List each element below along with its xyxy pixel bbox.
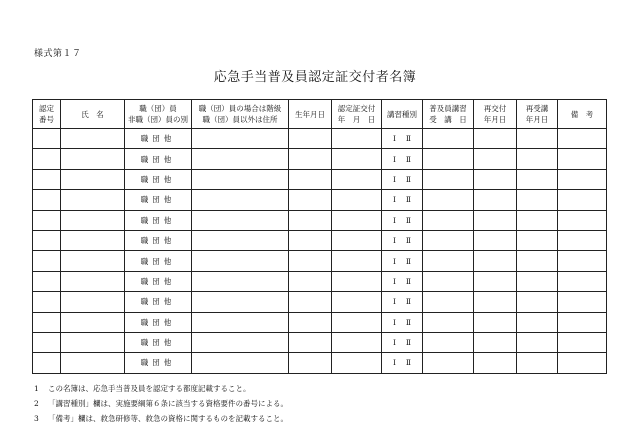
cell-birth-date[interactable]: [289, 129, 332, 149]
course-class-option: Ⅰ: [392, 256, 396, 266]
role-option: 団: [152, 236, 160, 246]
cell-course-date[interactable]: [423, 332, 474, 352]
cell-remarks[interactable]: [558, 353, 607, 373]
footnote-2: 2 「講習種別」欄は、実施要綱第６条に該当する資格要件の番号による。: [34, 399, 288, 408]
course-class-option: Ⅰ: [392, 195, 396, 205]
cell-course-type[interactable]: [382, 230, 423, 250]
course-class-option: Ⅰ: [392, 276, 396, 286]
cell-cert-number[interactable]: [33, 169, 61, 189]
cell-retake-date[interactable]: [517, 353, 558, 373]
course-class-option: Ⅱ: [405, 358, 412, 368]
cell-cert-number[interactable]: [33, 251, 61, 271]
cell-issue-date[interactable]: [332, 129, 382, 149]
course-class-option: Ⅱ: [405, 154, 412, 164]
cell-remarks[interactable]: [558, 230, 607, 250]
cell-rank-address[interactable]: [192, 129, 289, 149]
cell-course-date[interactable]: [423, 251, 474, 271]
role-option: 他: [163, 276, 172, 286]
cell-retake-date[interactable]: [517, 292, 558, 312]
cell-reissue-date[interactable]: [474, 251, 517, 271]
role-option: 職: [140, 134, 149, 144]
role-option: 職: [140, 195, 149, 205]
course-class-option: Ⅰ: [392, 174, 396, 184]
cell-retake-date[interactable]: [517, 230, 558, 250]
cell-issue-date[interactable]: [332, 271, 382, 291]
cell-course-date[interactable]: [423, 149, 474, 169]
cell-name[interactable]: [61, 230, 125, 250]
course-class-option: Ⅱ: [405, 236, 412, 246]
cell-member-type[interactable]: [125, 332, 192, 352]
cell-rank-address[interactable]: [192, 312, 289, 332]
cell-birth-date[interactable]: [289, 292, 332, 312]
role-option: 団: [152, 317, 160, 327]
role-option: 職: [140, 276, 149, 286]
course-class-option: Ⅱ: [405, 215, 412, 225]
cell-cert-number[interactable]: [33, 271, 61, 291]
cell-rank-address[interactable]: [192, 332, 289, 352]
cell-reissue-date[interactable]: [474, 312, 517, 332]
role-option: 職: [140, 154, 149, 164]
role-option: 職: [140, 256, 149, 266]
cell-member-type[interactable]: [125, 292, 192, 312]
cell-retake-date[interactable]: [517, 332, 558, 352]
cell-name[interactable]: [61, 129, 125, 149]
role-option: 他: [163, 358, 172, 368]
cell-name[interactable]: [61, 271, 125, 291]
cell-course-date[interactable]: [423, 230, 474, 250]
header-issue-date: 認定証交付 年 月 日: [332, 100, 382, 129]
cell-cert-number[interactable]: [33, 210, 61, 230]
table-row: [33, 169, 607, 189]
cell-reissue-date[interactable]: [474, 169, 517, 189]
cell-name[interactable]: [61, 312, 125, 332]
role-option: 団: [152, 338, 160, 348]
cell-retake-date[interactable]: [517, 210, 558, 230]
cell-issue-date[interactable]: [332, 251, 382, 271]
cell-course-date[interactable]: [423, 169, 474, 189]
header-retake-date: 再受講 年月日: [517, 100, 558, 129]
course-class-option: Ⅰ: [392, 297, 396, 307]
cell-member-type[interactable]: [125, 149, 192, 169]
role-option: 職: [140, 358, 149, 368]
cell-birth-date[interactable]: [289, 230, 332, 250]
cell-name[interactable]: [61, 169, 125, 189]
table-row: [33, 251, 607, 271]
course-class-option: Ⅰ: [392, 236, 396, 246]
role-option: 他: [163, 256, 172, 266]
cell-member-type[interactable]: [125, 230, 192, 250]
cell-rank-address[interactable]: [192, 190, 289, 210]
cell-course-type[interactable]: [382, 332, 423, 352]
cell-course-type[interactable]: [382, 210, 423, 230]
cell-course-date[interactable]: [423, 312, 474, 332]
header-birth-date: 生年月日: [289, 100, 332, 129]
role-option: 職: [140, 174, 149, 184]
role-option: 団: [152, 256, 160, 266]
cell-reissue-date[interactable]: [474, 332, 517, 352]
cell-course-date[interactable]: [423, 292, 474, 312]
table-row: [33, 292, 607, 312]
cell-course-type[interactable]: [382, 353, 423, 373]
footnote-1: 1 この名簿は、応急手当普及員を認定する都度記載すること。: [34, 384, 251, 393]
cell-rank-address[interactable]: [192, 292, 289, 312]
cell-name[interactable]: [61, 190, 125, 210]
cell-reissue-date[interactable]: [474, 230, 517, 250]
cell-issue-date[interactable]: [332, 169, 382, 189]
cell-remarks[interactable]: [558, 271, 607, 291]
cell-issue-date[interactable]: [332, 312, 382, 332]
cell-cert-number[interactable]: [33, 292, 61, 312]
cell-reissue-date[interactable]: [474, 129, 517, 149]
cell-member-type[interactable]: [125, 169, 192, 189]
cell-birth-date[interactable]: [289, 190, 332, 210]
role-option: 団: [152, 195, 160, 205]
table-row: [33, 210, 607, 230]
cell-rank-address[interactable]: [192, 353, 289, 373]
cell-reissue-date[interactable]: [474, 353, 517, 373]
cell-course-type[interactable]: [382, 251, 423, 271]
cell-birth-date[interactable]: [289, 210, 332, 230]
cell-remarks[interactable]: [558, 292, 607, 312]
course-class-option: Ⅰ: [392, 215, 396, 225]
role-option: 団: [152, 174, 160, 184]
cell-course-date[interactable]: [423, 210, 474, 230]
cell-rank-address[interactable]: [192, 169, 289, 189]
role-option: 団: [152, 154, 160, 164]
role-option: 職: [140, 297, 149, 307]
cell-reissue-date[interactable]: [474, 292, 517, 312]
cell-birth-date[interactable]: [289, 353, 332, 373]
cell-name[interactable]: [61, 210, 125, 230]
cell-issue-date[interactable]: [332, 190, 382, 210]
role-option: 団: [152, 134, 160, 144]
cell-remarks[interactable]: [558, 210, 607, 230]
course-class-option: Ⅱ: [405, 195, 412, 205]
cell-retake-date[interactable]: [517, 169, 558, 189]
role-option: 職: [140, 317, 149, 327]
table-row: [33, 271, 607, 291]
cell-cert-number[interactable]: [33, 312, 61, 332]
cell-reissue-date[interactable]: [474, 210, 517, 230]
cell-issue-date[interactable]: [332, 292, 382, 312]
cell-remarks[interactable]: [558, 312, 607, 332]
cell-remarks[interactable]: [558, 251, 607, 271]
cell-course-date[interactable]: [423, 353, 474, 373]
cell-member-type[interactable]: [125, 190, 192, 210]
cell-birth-date[interactable]: [289, 149, 332, 169]
course-class-option: Ⅰ: [392, 134, 396, 144]
cell-remarks[interactable]: [558, 149, 607, 169]
course-class-option: Ⅱ: [405, 134, 412, 144]
table-row: [33, 149, 607, 169]
cell-birth-date[interactable]: [289, 312, 332, 332]
cell-member-type[interactable]: [125, 210, 192, 230]
table-row: [33, 332, 607, 352]
cell-member-type[interactable]: [125, 129, 192, 149]
cell-cert-number[interactable]: [33, 230, 61, 250]
header-member-type: 職（団）員 非職（団）員の別: [125, 100, 192, 129]
cell-issue-date[interactable]: [332, 230, 382, 250]
cell-birth-date[interactable]: [289, 251, 332, 271]
header-row: [33, 100, 607, 129]
role-option: 他: [163, 297, 172, 307]
cell-name[interactable]: [61, 353, 125, 373]
role-option: 他: [163, 154, 172, 164]
cell-issue-date[interactable]: [332, 149, 382, 169]
cell-rank-address[interactable]: [192, 251, 289, 271]
cell-name[interactable]: [61, 292, 125, 312]
role-option: 団: [152, 297, 160, 307]
cell-birth-date[interactable]: [289, 169, 332, 189]
cell-remarks[interactable]: [558, 169, 607, 189]
course-class-option: Ⅱ: [405, 297, 412, 307]
document-title: 応急手当普及員認定証交付者名簿: [213, 70, 417, 85]
role-option: 他: [163, 174, 172, 184]
role-option: 他: [163, 317, 172, 327]
role-option: 他: [163, 236, 172, 246]
course-class-option: Ⅰ: [392, 358, 396, 368]
table-row: [33, 312, 607, 332]
header-reissue-date: 再交付 年月日: [474, 100, 517, 129]
role-option: 他: [163, 134, 172, 144]
cell-remarks[interactable]: [558, 332, 607, 352]
role-option: 他: [163, 338, 172, 348]
cell-remarks[interactable]: [558, 129, 607, 149]
cell-course-date[interactable]: [423, 190, 474, 210]
cell-course-type[interactable]: [382, 271, 423, 291]
course-class-option: Ⅱ: [405, 276, 412, 286]
cell-remarks[interactable]: [558, 190, 607, 210]
cell-member-type[interactable]: [125, 251, 192, 271]
course-class-option: Ⅰ: [392, 338, 396, 348]
cell-reissue-date[interactable]: [474, 271, 517, 291]
header-course-type: 講習種別: [382, 100, 423, 129]
table-row: [33, 230, 607, 250]
registry-table: [32, 99, 607, 374]
cell-rank-address[interactable]: [192, 271, 289, 291]
cell-issue-date[interactable]: [332, 210, 382, 230]
cell-rank-address[interactable]: [192, 230, 289, 250]
cell-course-type[interactable]: [382, 190, 423, 210]
role-option: 他: [163, 215, 172, 225]
table-row: [33, 353, 607, 373]
role-option: 職: [140, 236, 149, 246]
cell-rank-address[interactable]: [192, 149, 289, 169]
course-class-option: Ⅱ: [405, 338, 412, 348]
cell-cert-number[interactable]: [33, 353, 61, 373]
header-name: 氏 名: [61, 100, 125, 129]
cell-course-date[interactable]: [423, 271, 474, 291]
cell-retake-date[interactable]: [517, 129, 558, 149]
cell-rank-address[interactable]: [192, 210, 289, 230]
course-class-option: Ⅱ: [405, 256, 412, 266]
course-class-option: Ⅱ: [405, 174, 412, 184]
role-option: 団: [152, 215, 160, 225]
role-option: 職: [140, 215, 149, 225]
cell-issue-date[interactable]: [332, 353, 382, 373]
role-option: 団: [152, 358, 160, 368]
cell-retake-date[interactable]: [517, 149, 558, 169]
cell-retake-date[interactable]: [517, 251, 558, 271]
header-remarks: 備 考: [558, 100, 607, 129]
cell-course-type[interactable]: [382, 149, 423, 169]
cell-member-type[interactable]: [125, 312, 192, 332]
footnotes: [34, 381, 288, 426]
role-option: 職: [140, 338, 149, 348]
cell-cert-number[interactable]: [33, 129, 61, 149]
cell-issue-date[interactable]: [332, 332, 382, 352]
cell-birth-date[interactable]: [289, 332, 332, 352]
cell-cert-number[interactable]: [33, 149, 61, 169]
header-cert-number: 認定 番号: [33, 100, 61, 129]
table-row: [33, 129, 607, 149]
cell-name[interactable]: [61, 149, 125, 169]
cell-birth-date[interactable]: [289, 271, 332, 291]
cell-cert-number[interactable]: [33, 190, 61, 210]
cell-retake-date[interactable]: [517, 312, 558, 332]
role-option: 他: [163, 195, 172, 205]
cell-course-type[interactable]: [382, 292, 423, 312]
header-course-date: 普及員講習 受 講 日: [423, 100, 474, 129]
table-row: [33, 190, 607, 210]
course-class-option: Ⅰ: [392, 154, 396, 164]
cell-course-date[interactable]: [423, 129, 474, 149]
cell-retake-date[interactable]: [517, 190, 558, 210]
footnote-3: 3 「備考」欄は、救急研修等、救急の資格に関するものを記載すること。: [34, 414, 288, 423]
cell-reissue-date[interactable]: [474, 149, 517, 169]
cell-retake-date[interactable]: [517, 271, 558, 291]
cell-cert-number[interactable]: [33, 332, 61, 352]
cell-course-type[interactable]: [382, 129, 423, 149]
cell-course-type[interactable]: [382, 312, 423, 332]
cell-member-type[interactable]: [125, 353, 192, 373]
role-option: 団: [152, 276, 160, 286]
cell-reissue-date[interactable]: [474, 190, 517, 210]
form-number: 様式第１７: [34, 49, 82, 59]
cell-name[interactable]: [61, 251, 125, 271]
cell-name[interactable]: [61, 332, 125, 352]
course-class-option: Ⅰ: [392, 317, 396, 327]
header-rank-address: 職（団）員の場合は階級 職（団）員以外は住所: [192, 100, 289, 129]
cell-course-type[interactable]: [382, 169, 423, 189]
cell-member-type[interactable]: [125, 271, 192, 291]
course-class-option: Ⅱ: [405, 317, 412, 327]
